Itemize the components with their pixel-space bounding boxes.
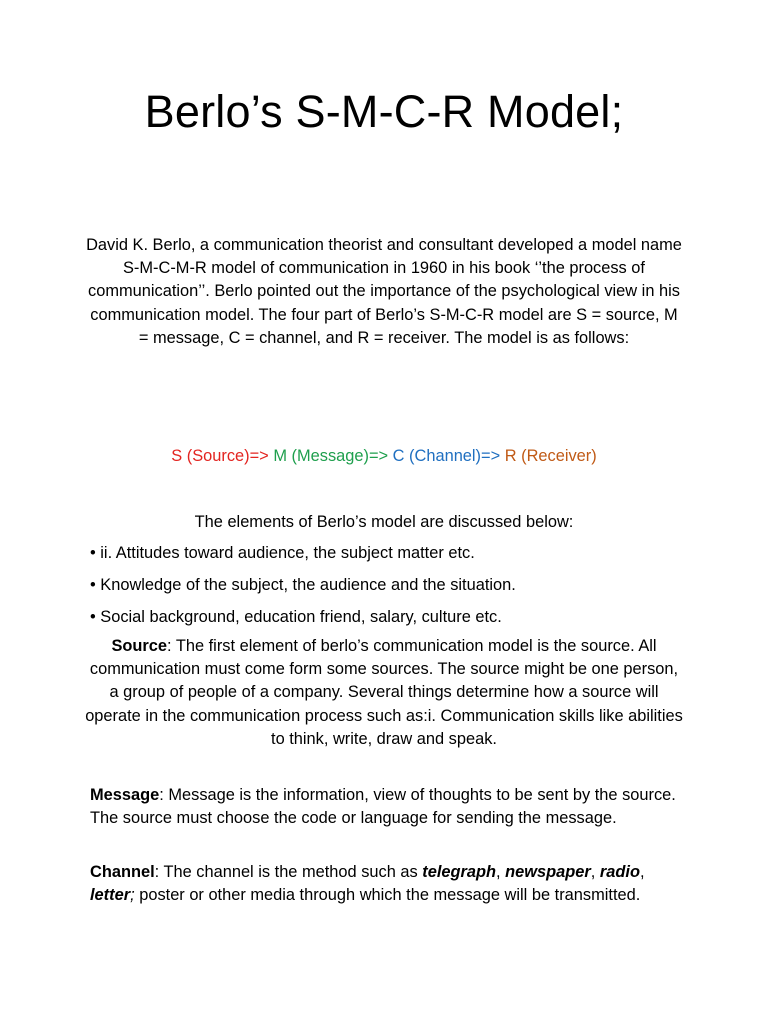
channel-semicolon: ; [130,886,135,905]
flow-receiver: R (Receiver) [504,447,597,465]
model-flow-line [0,444,768,468]
source-paragraph [85,635,683,751]
channel-label: Channel [90,863,155,881]
list-item: • Social background, education friend, salary, culture etc. [90,608,502,626]
message-text: : Message is the information, view of thoughts to be sent by the source. The source must choose the code or language for sending the message. [90,786,676,828]
flow-source: S (Source)=> [171,447,269,465]
flow-message: M (Message)=> [273,447,389,465]
list-item: • ii. Attitudes toward audience, the subject matter etc. [90,544,475,562]
channel-comma-1: , [496,863,506,881]
list-item: • Knowledge of the subject, the audience and the situation. [90,576,516,594]
channel-radio: radio [599,863,640,881]
source-label: Source [111,637,168,655]
channel-text-intro: : The channel is the method such as [154,863,423,881]
channel-text-outro: poster or other media through which the message will be transmitted. [134,886,641,905]
channel-comma-3: , [639,863,645,881]
channel-paragraph [90,861,680,907]
channel-newspaper: newspaper [505,863,591,881]
page-title: Berlo’s S-M-C-R Model; [144,86,624,137]
flow-channel: C (Channel)=> [392,447,501,465]
message-paragraph [90,784,680,830]
source-text: : The first element of berlo’s communication model is the source. All communication must come form some sources. The source might be one person, a group of people of a company. Several things determine how a source will operate in the communication process such as:i. Communication skills like abilities to think, write, draw and speak. [85,637,683,748]
channel-comma-2: , [590,863,596,881]
elements-heading: The elements of Berlo’s model are discussed below: [194,513,574,531]
message-label: Message [90,786,160,804]
channel-letter: letter [90,886,131,905]
bullet-list [90,541,690,637]
channel-telegraph: telegraph [422,863,497,881]
intro-paragraph: David K. Berlo, a communication theorist and consultant developed a model name S-M-C-M-R model of communication in 1960 in his book ‘’the process of communication’’. Berlo pointed out the importance of the psychological view in his communication model. The four part of Berlo’s S-M-C-R model are S = source, M = message, C = channel, and R = receiver. The model is as follows: [86,236,682,347]
